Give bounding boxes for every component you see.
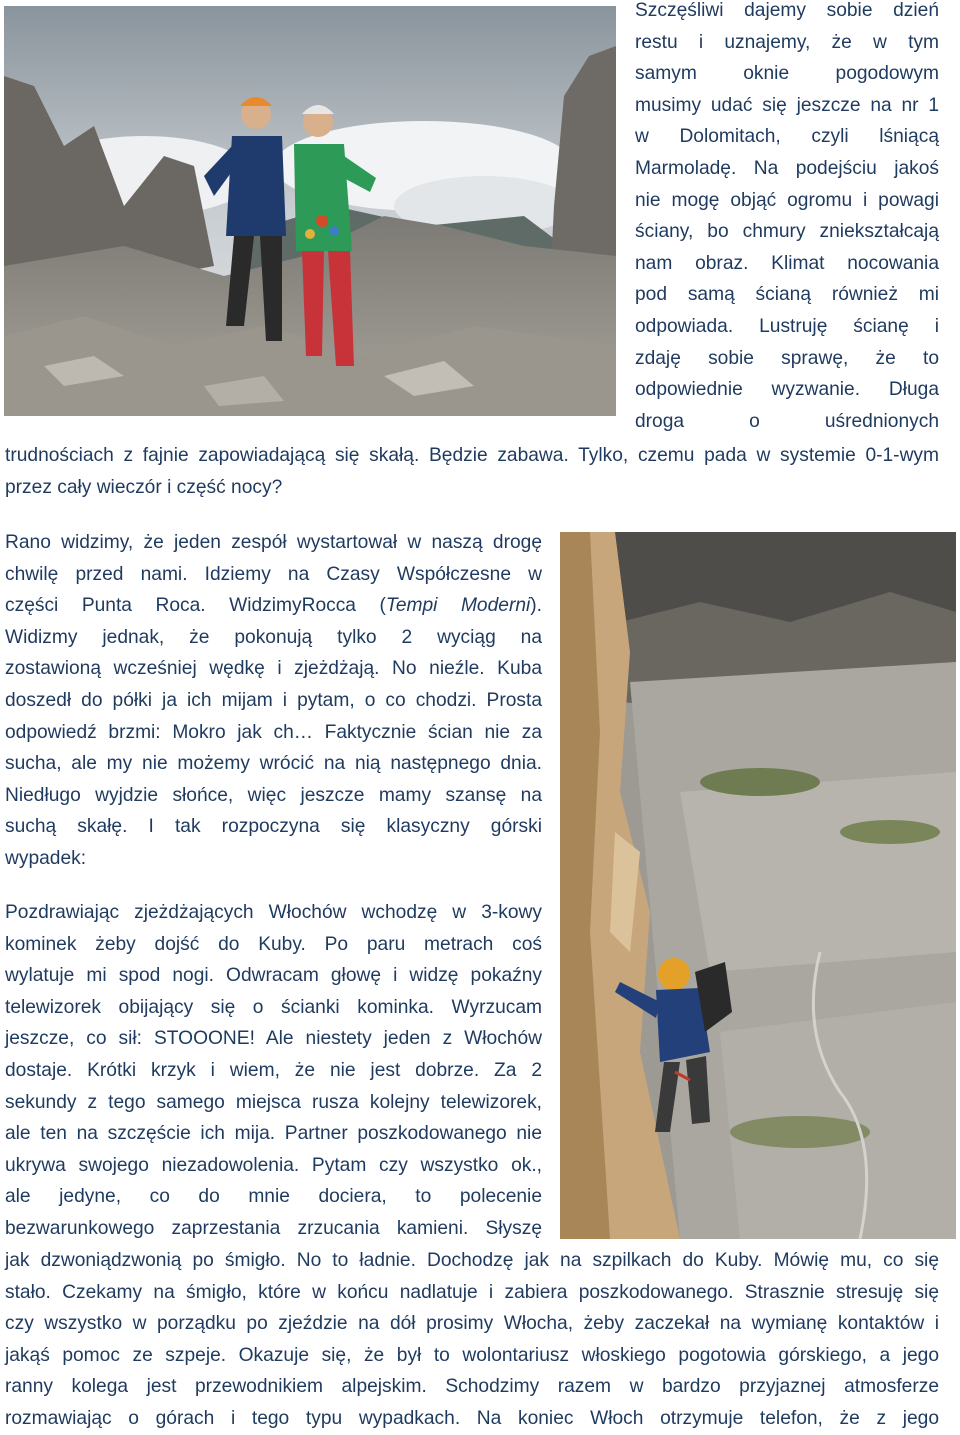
text-line: telewizorek obijający się o ścianki kominka. Wyrzucam (5, 996, 542, 1018)
text-line: Niedługo wyjdzie słońce, więc jeszcze mamy szansę na (5, 784, 542, 806)
text-line: wylatuje mi spod nogi. Odwracam głowę i widzę pokaźny (5, 965, 542, 987)
paragraph-accident-wrapped (5, 897, 542, 1245)
text-line: ale jedyne, co do mnie dociera, to polecenie (5, 1186, 542, 1208)
text-line: stało. Czekamy na śmigło, które w końcu nadlatuje i zabiera poszkodowanego. Strasznie stresuję się (5, 1281, 939, 1303)
text-line: Pozdrawiając zjeżdżających Włochów wchodzę w 3-kowy (5, 902, 542, 923)
text-line: części Punta Roca. WidzimyRocca (Tempi Moderni). (5, 595, 543, 617)
text-line: kominek żeby dojść do Kuby. Po paru metrach coś (5, 933, 542, 955)
text-line: odpowiedź brzmi: Mokro jak ch… Faktycznie ścian nie za (5, 721, 542, 743)
text-line: rozmawiając o górach i tego typu wypadkach. Na koniec Włoch otrzymuje telefon, że z jego (5, 1407, 939, 1429)
text-line: droga o uśrednionych (635, 410, 939, 432)
text-line: odpowiada. Lustruję ścianę i (635, 315, 939, 337)
text-line: zdaję sobie sprawę, że to (635, 347, 939, 369)
text-line: czy wszystko w porządku po zjeździe na dół prosimy Włocha, żeby zaczekał na wymianę kontaktów i (5, 1313, 939, 1335)
text-line: samym oknie pogodowym (635, 63, 939, 85)
text-line: Rano widzimy, że jeden zespół wystartował w naszą drogę (5, 532, 542, 553)
text-line: jakąś pomoc ze szpeje. Okazuje się, że był to wolontariusz włoskiego pogotowia górskiego, a jego (5, 1344, 939, 1366)
text-line: jak dzwoniądzwonią po śmigło. No to ładnie. Dochodzę jak na szpilkach do Kuby. Mówię mu, co się (5, 1250, 939, 1271)
text-line: odpowiednie wyzwanie. Długa (635, 379, 939, 401)
text-line: Marmoladę. Na podejściu jakoś (635, 157, 939, 179)
paragraph-accident-full (5, 1245, 939, 1435)
text-line: musimy udać się jeszcze na nr 1 (635, 94, 939, 116)
text-line: sucha, ale my nie możemy wrócić na nią następnego dnia. (5, 753, 542, 775)
text-line: dostaje. Krótki krzyk i wiem, że nie jest dobrze. Za 2 (5, 1059, 542, 1081)
text-line: wypadek: (5, 847, 87, 869)
climbing-photo (560, 532, 956, 1239)
text-line: ranny kolega jest przewodnikiem alpejskim. Schodzimy razem w bardzo przyjaznej atmosferze (5, 1376, 939, 1398)
paragraph-intro-full (5, 440, 939, 503)
paragraph-morning (5, 527, 542, 875)
text-line: w Dolomitach, czyli lśniącą (635, 126, 939, 148)
text-line: ściany, bo chmury zniekształcają (635, 221, 939, 243)
text-line: nie mogę objąć ogromu i powagi (635, 189, 939, 211)
paragraph-intro-wrapped (635, 0, 939, 437)
summit-photo (4, 6, 616, 416)
text-line: bezwarunkowego zaprzestania zrzucania kamieni. Słyszę (5, 1217, 542, 1239)
text-line: restu i uznajemy, że w tym (635, 31, 939, 53)
text-line: ale ten na szczęście ich mija. Partner poszkodowanego nie (5, 1123, 542, 1145)
text-line: nam obraz. Klimat nocowania (635, 252, 939, 274)
text-line: przez cały wieczór i część nocy? (5, 476, 283, 498)
text-line: doszedł do półki ja ich mijam i pytam, o co chodzi. Prosta (5, 689, 542, 711)
text-line: Szczęśliwi dajemy sobie dzień (635, 0, 939, 21)
text-line: jeszcze, co sił: STOOONE! Ale niestety jeden z Włochów (5, 1028, 542, 1050)
text-line: trudnościach z fajnie zapowiadającą się skałą. Będzie zabawa. Tylko, czemu pada w systemie 0-1-wym (5, 445, 939, 466)
route-name: Tempi Moderni (385, 595, 531, 617)
text-line: sekundy z tego samego miejsca rusza kolejny telewizorek, (5, 1091, 542, 1113)
text-line: chwilę przed nami. Idziemy na Czasy Współczesne w (5, 563, 542, 585)
text-line: suchą skałę. I tak rozpoczyna się klasyczny górski (5, 816, 542, 838)
text-line: zostawioną wcześniej wędkę i zjeżdżają. No nieźle. Kuba (5, 658, 542, 680)
text-line: ukrywa swojego niezadowolenia. Pytam czy wszystko ok., (5, 1154, 542, 1176)
text-line: pod samą ścianą również mi (635, 284, 939, 306)
text-line: Widizmy jednak, że pokonują tylko 2 wyciąg na (5, 626, 542, 648)
